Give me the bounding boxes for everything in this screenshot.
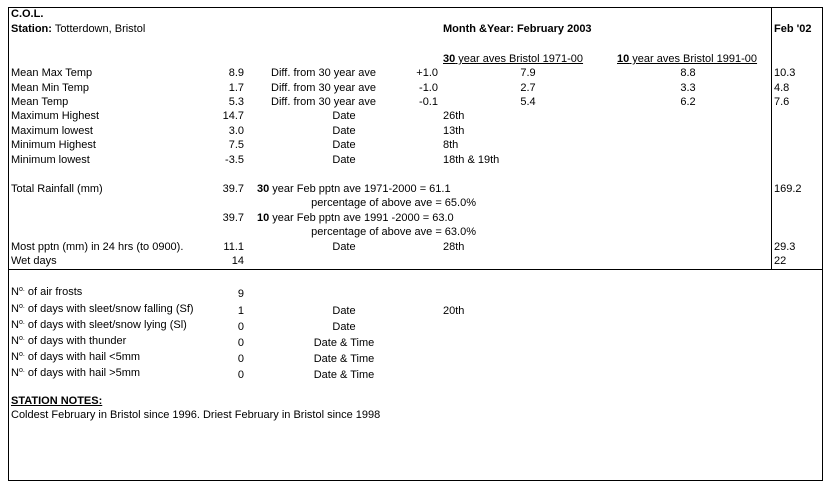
count-value: 1	[237, 305, 244, 317]
count-value: 0	[237, 369, 244, 381]
station-notes-title: STATION NOTES:	[11, 395, 103, 407]
row-label: Minimum Highest	[11, 139, 96, 151]
count-label-n: N	[11, 351, 19, 363]
count-value: 0	[237, 321, 244, 333]
rainfall-pct10: percentage of above ave = 63.0%	[311, 226, 476, 238]
count-label-sup: o.	[18, 335, 25, 342]
row-date: 18th & 19th	[443, 154, 500, 166]
ave30-header-prefix: 30	[443, 53, 456, 65]
count-value: 9	[237, 288, 244, 300]
station-notes-text: Coldest February in Bristol since 1996. Driest February in Bristol since 1998	[11, 409, 381, 421]
ave10-header-text: year aves Bristol 1991-00	[629, 53, 758, 65]
row-mid-label: Diff. from 30 year ave	[271, 82, 376, 94]
rainfall-value-2: 39.7	[222, 212, 244, 224]
count-label-text: of days with sleet/snow falling (Sf)	[24, 303, 194, 315]
rainfall-ave10-prefix: 10	[257, 212, 270, 224]
wet-days-label: Wet days	[11, 255, 57, 267]
count-date-label: Date & Time	[313, 353, 375, 365]
count-date-label: Date	[332, 305, 356, 317]
row-value: 14.7	[222, 110, 244, 122]
count-label-text: of air frosts	[24, 286, 83, 298]
row-ave10: 6.2	[680, 96, 696, 108]
rainfall-ave30-text: year Feb pptn ave 1971-2000 = 61.1	[269, 183, 451, 195]
rainfall-label: Total Rainfall (mm)	[11, 183, 103, 195]
row-date: 26th	[443, 110, 465, 122]
row-value: 3.0	[228, 125, 244, 137]
most-pptn-prev: 29.3	[774, 241, 796, 253]
row-ave10: 8.8	[680, 67, 696, 79]
ave30-header	[443, 53, 583, 66]
row-label: Mean Min Temp	[11, 82, 90, 94]
rainfall-ave10	[257, 212, 454, 225]
row-prev: 10.3	[774, 67, 796, 79]
count-label	[11, 367, 140, 380]
count-date: 20th	[443, 305, 465, 317]
row-diff: -0.1	[419, 96, 438, 108]
wet-days-prev: 22	[774, 255, 787, 267]
row-ave30: 2.7	[520, 82, 536, 94]
row-value: 1.7	[228, 82, 244, 94]
count-value: 0	[237, 337, 244, 349]
row-label: Minimum lowest	[11, 154, 90, 166]
count-label	[11, 319, 187, 332]
count-label-sup: o.	[18, 367, 25, 374]
rainfall-ave10-text: year Feb pptn ave 1991 -2000 = 63.0	[269, 212, 454, 224]
row-mid-label: Diff. from 30 year ave	[271, 67, 376, 79]
row-value: 8.9	[228, 67, 244, 79]
row-ave10: 3.3	[680, 82, 696, 94]
rainfall-prev: 169.2	[774, 183, 802, 195]
count-label-text: of days with hail <5mm	[24, 351, 141, 363]
row-prev: 7.6	[774, 96, 790, 108]
ave10-header	[617, 53, 757, 66]
row-date: 13th	[443, 125, 465, 137]
count-value: 0	[237, 353, 244, 365]
count-label-text: of days with thunder	[24, 335, 127, 347]
count-label	[11, 335, 126, 348]
row-date-label: Date	[332, 154, 356, 166]
org-name: C.O.L.	[11, 8, 44, 20]
ave30-header-text: year aves Bristol 1971-00	[455, 53, 584, 65]
rainfall-pct30: percentage of above ave = 65.0%	[311, 197, 476, 209]
count-date-label: Date & Time	[313, 337, 375, 349]
row-label: Mean Temp	[11, 96, 69, 108]
row-date-label: Date	[332, 125, 356, 137]
prev-year-header: Feb '02	[774, 23, 812, 35]
count-label-n: N	[11, 303, 19, 315]
count-label	[11, 351, 140, 364]
count-label	[11, 303, 194, 316]
wet-days-value: 14	[231, 255, 244, 267]
section-divider	[8, 269, 823, 270]
most-pptn-date-label: Date	[332, 241, 356, 253]
count-date-label: Date	[332, 321, 356, 333]
month-year: Month &Year: February 2003	[443, 23, 592, 35]
row-value: -3.5	[225, 154, 244, 166]
row-value: 5.3	[228, 96, 244, 108]
count-label-sup: o.	[18, 303, 25, 310]
station-line	[11, 23, 145, 36]
rainfall-ave30	[257, 183, 451, 196]
rainfall-value-1: 39.7	[222, 183, 244, 195]
row-date-label: Date	[332, 110, 356, 122]
prev-year-column-divider	[771, 7, 772, 269]
count-label-n: N	[11, 286, 19, 298]
station-label: Station:	[11, 23, 52, 35]
most-pptn-value: 11.1	[223, 241, 244, 253]
count-label-text: of days with hail >5mm	[24, 367, 141, 379]
count-label-sup: o.	[18, 351, 25, 358]
row-label: Mean Max Temp	[11, 67, 93, 79]
row-ave30: 5.4	[520, 96, 536, 108]
count-label-text: of days with sleet/snow lying (Sl)	[24, 319, 187, 331]
row-prev: 4.8	[774, 82, 790, 94]
row-label: Maximum Highest	[11, 110, 100, 122]
row-label: Maximum lowest	[11, 125, 93, 137]
count-date-label: Date & Time	[313, 369, 375, 381]
row-mid-label: Diff. from 30 year ave	[271, 96, 376, 108]
row-diff: -1.0	[419, 82, 438, 94]
row-diff: +1.0	[416, 67, 438, 79]
most-pptn-date: 28th	[443, 241, 465, 253]
row-value: 7.5	[228, 139, 244, 151]
count-label-sup: o.	[18, 319, 25, 326]
station-name: Totterdown, Bristol	[54, 23, 146, 35]
count-label-sup: o.	[18, 286, 25, 293]
rainfall-ave30-prefix: 30	[257, 183, 270, 195]
count-label-n: N	[11, 335, 19, 347]
count-label-n: N	[11, 319, 19, 331]
ave10-header-prefix: 10	[617, 53, 630, 65]
row-date-label: Date	[332, 139, 356, 151]
count-label	[11, 286, 82, 299]
most-pptn-label: Most pptn (mm) in 24 hrs (to 0900).	[11, 241, 184, 253]
count-label-n: N	[11, 367, 19, 379]
row-date: 8th	[443, 139, 459, 151]
row-ave30: 7.9	[520, 67, 536, 79]
